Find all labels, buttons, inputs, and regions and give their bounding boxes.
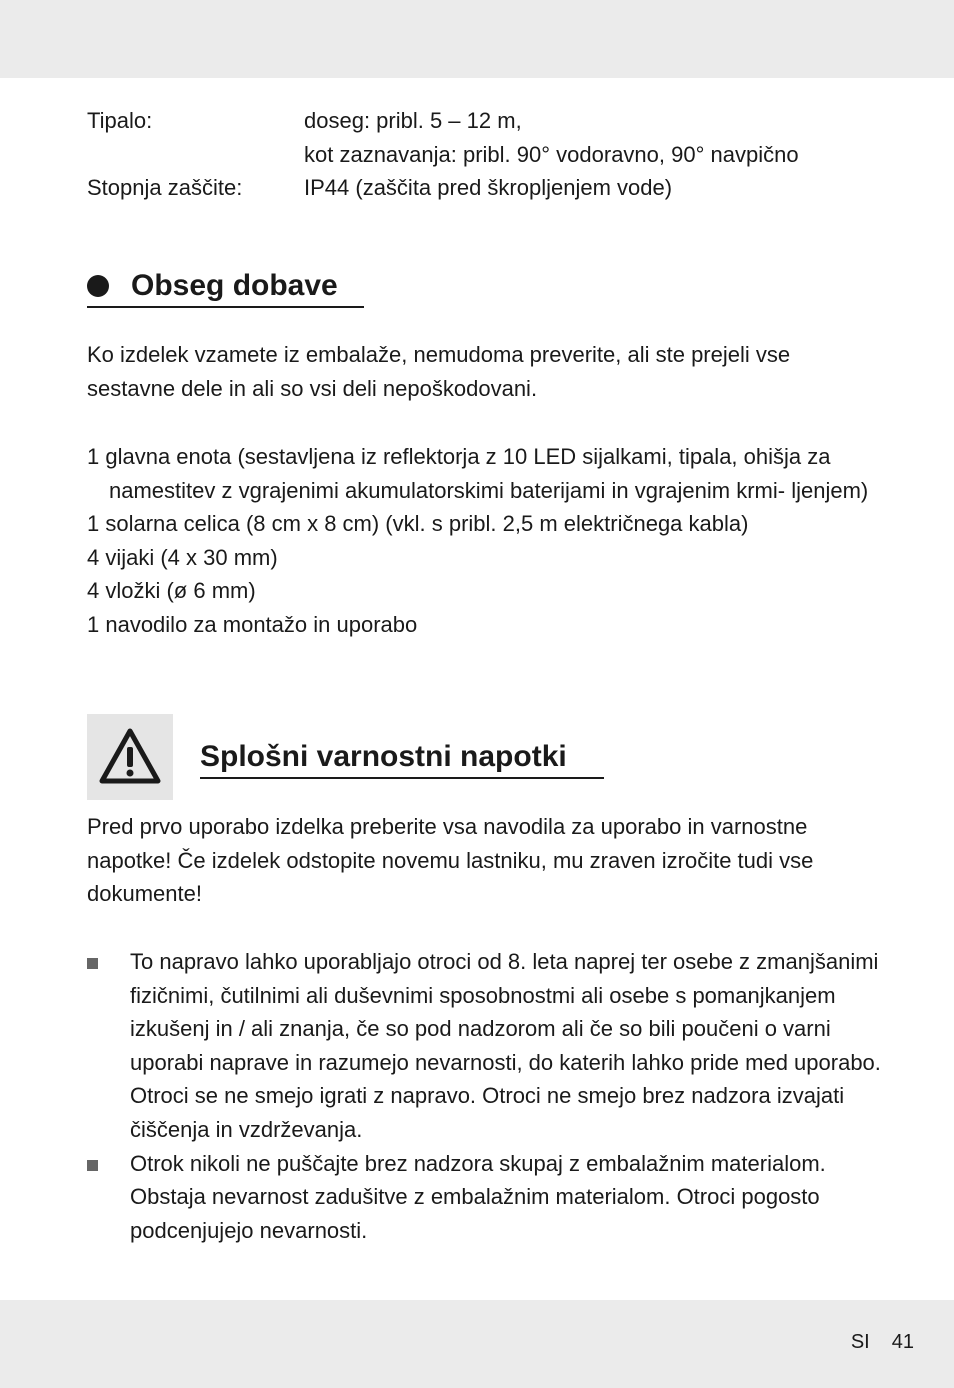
spec-value-line: IP44 (zaščita pred škropljenjem vode) (304, 175, 673, 201)
list-item: 1 navodilo za montažo in uporabo (87, 611, 418, 637)
footer-band (0, 1300, 954, 1388)
list-item: 4 vijaki (4 x 30 mm) (87, 544, 278, 570)
section2-intro: Pred prvo uporabo izdelka preberite vsa navodila za uporabo in varnostne napotke! Če izdelek odstopite novemu lastniku, mu zraven izročite tudi vse dokumente! (87, 814, 814, 907)
section1-intro: Ko izdelek vzamete iz embalaže, nemudoma preverite, ali ste prejeli vse sestavne dele in ali so vsi deli nepoškodovani. (87, 342, 791, 401)
bullet-item (87, 945, 887, 1147)
warning-triangle-icon (98, 727, 162, 785)
delivery-list (87, 440, 877, 642)
page-number: 41 (891, 1331, 914, 1353)
heading-underline (200, 777, 604, 779)
spec-table (87, 104, 887, 205)
square-bullet-icon (87, 958, 98, 969)
bullet-text: To napravo lahko uporabljajo otroci od 8. leta naprej ter osebe z zmanjšanimi fizičnimi, čutilnimi ali duševnimi sposobnostmi ali osebe s pomanjkanjem izkušenj in / ali znanja, če so pod nadzorom ali če so bili poučeni o varni uporabi naprave in razumejo nevarnosti, do katerih lahko pride med uporabo. Otroci se ne smejo igrati z napravo. Otroci ne smejo brez nadzora izvajati čiščenja in vzdrževanja. (130, 949, 881, 1142)
spec-value-line: kot zaznavanja: pribl. 90° vodoravno, 90° navpično (304, 141, 799, 167)
heading-bullet-icon (87, 275, 109, 297)
section-title-obseg-dobave: Obseg dobave (131, 269, 338, 302)
spec-value (304, 171, 887, 205)
heading-underline (87, 306, 364, 308)
spec-key: Stopnja zaščite: (87, 175, 243, 201)
spec-key: Tipalo: (87, 108, 153, 133)
bullet-text: Otrok nikoli ne puščajte brez nadzora skupaj z embalažnim materialom. Obstaja nevarnost zadušitve z embalažnim materialom. Otroci pogosto podcenjujejo nevarnosti. (130, 1150, 826, 1243)
spec-value (304, 104, 887, 171)
bullet-item (87, 1147, 887, 1248)
section-title-varnostni-napotki: Splošni varnostni napotki (200, 740, 567, 773)
spec-row (87, 171, 887, 205)
list-item: 4 vložki (ø 6 mm) (87, 578, 256, 604)
header-band (0, 0, 954, 78)
safety-bullets (87, 945, 887, 1247)
language-code: SI (850, 1331, 870, 1353)
list-item: 1 solarna celica (8 cm x 8 cm) (vkl. s pribl. 2,5 m električnega kabla) (87, 511, 749, 537)
list-item: 1 glavna enota (sestavljena iz reflektorja z 10 LED sijalkami, tipala, ohišja za namestitev z vgrajenimi akumulatorskimi baterijami in vgrajenim krmi- ljenjem) (87, 444, 869, 503)
spec-row (87, 104, 887, 171)
spec-value-line: doseg: pribl. 5 – 12 m, (304, 108, 522, 133)
square-bullet-icon (87, 1160, 98, 1171)
warning-box (87, 714, 173, 800)
page-footer (851, 1327, 914, 1357)
